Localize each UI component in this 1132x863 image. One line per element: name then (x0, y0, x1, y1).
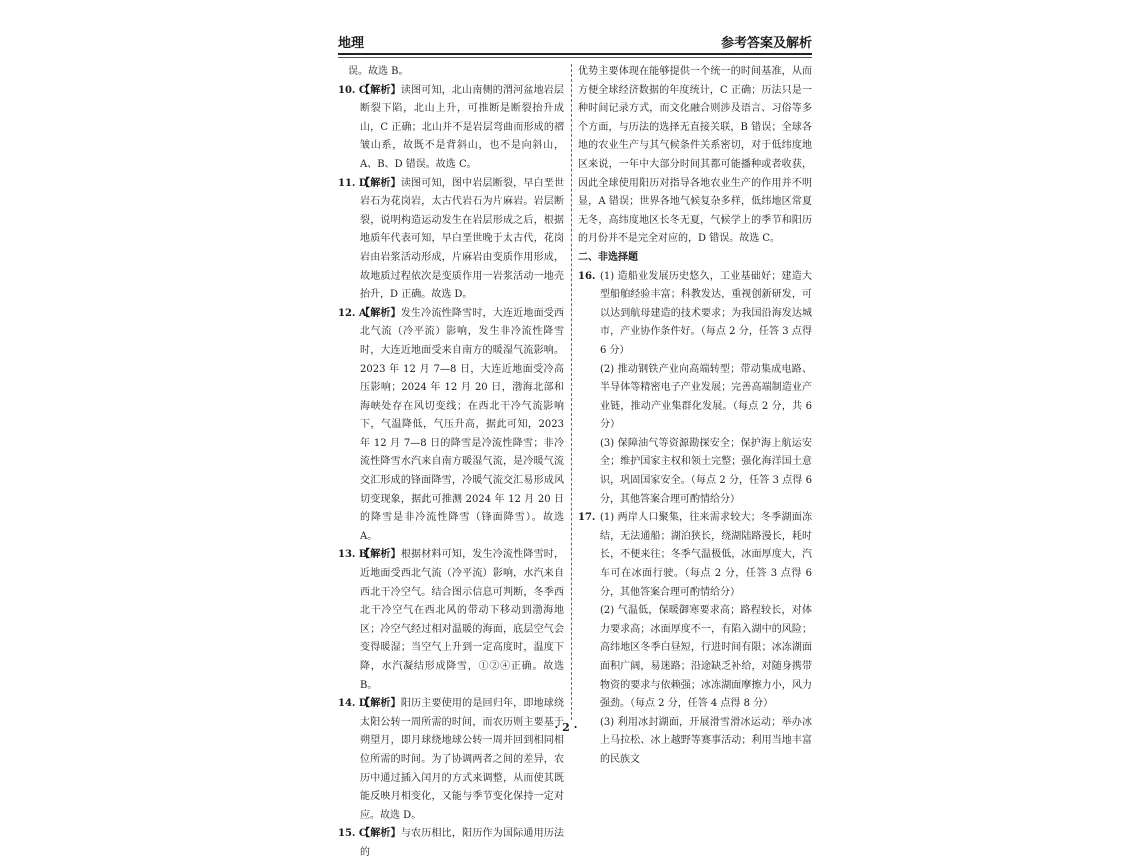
answer-item-11 (338, 175, 564, 305)
analysis-tag: 【解析】 (360, 698, 401, 710)
item-text: (1) 造船业发展历史悠久，工业基础好；建造大型船舶经验丰富；科教发达，重视创新研发，可以达到航母建造的技术要求；为我国沿海发达城市，产业协作条件好。（每点 2 分，任答 3 点得 6 分） (600, 270, 812, 356)
analysis-tag: 【解析】 (360, 307, 401, 319)
left-column (338, 63, 564, 863)
left-continuation: 误。故选 B。 (348, 66, 409, 77)
analysis-tag: 【解析】 (360, 549, 401, 561)
q16-part-2: (2) 推动钢铁产业向高端转型；带动集成电路、半导体等精密电子产业发展；完善高端制造业产业链，推动产业集群化发展。（每点 2 分，共 6 分） (600, 363, 812, 431)
page-number: · 2 · (554, 721, 578, 734)
item-text: 读图可知，图中岩层断裂，早白垩世岩石为花岗岩，太古代岩石为片麻岩。岩层断裂，说明构造运动发生在岩层形成之后，根据地质年代表可知，早白垩世晚于太古代，花岗岩由岩浆活动形成，片麻岩由变质作用形成，故地质过程依次是变质作用一岩浆活动一地壳抬升，D 正确。故选 D。 (360, 177, 565, 301)
analysis-tag: 【解析】 (360, 84, 401, 96)
answer-item-12 (338, 305, 564, 547)
section-title: 二、非选择题 (578, 251, 638, 263)
q17-part-1 (578, 509, 812, 602)
answer-item-15 (338, 825, 564, 862)
item-number: 10. C (338, 84, 367, 96)
item-number: 16. (578, 270, 596, 282)
item-text: 根据材料可知，发生冷流性降雪时，近地面受西北气流（冷平流）影响，水汽来自西北干冷空气。结合图示信息可判断，冬季西北干冷空气在西北风的带动下移动到渤海地区；冷空气经过相对温暖的海面，底层空气会变得暖湿；当空气上升到一定高度时，温度下降，水汽凝结形成降雪，①②④正确。故选 B。 (360, 549, 565, 691)
q16-part-1 (578, 268, 812, 361)
item-text: 与农历相比，阳历作为国际通用历法的 (360, 828, 565, 858)
q17-part-2: (2) 气温低，保暖御寒要求高；路程较长，对体力要求高；冰面厚度不一，有陷入湖中的风险；高纬地区冬季白昼短，行进时间有限；冰冻湖面面积广阔，易迷路；沿途缺乏补给，对随身携带物资的要求与依赖强；冰冻湖面摩擦力小，风力强劲。（每点 2 分，任答 4 点得 8 分） (600, 605, 812, 710)
answer-item-16 (578, 268, 812, 510)
item-text: (1) 两岸人口聚集，往来需求较大；冬季湖面冻结，无法通船；湖泊狭长，绕湖陆路漫长，耗时长，不便来往；冬季气温极低，冰面厚度大，汽车可在冰面行驶。（每点 2 分，任答 3 点得 6 分，其他答案合理可酌情给分） (600, 512, 812, 598)
item-number: 14. D (338, 698, 368, 710)
item-text: 读图可知，北山南侧的渭河盆地岩层断裂下陷，北山上升，可推断是断裂抬升成山，C 正确；北山并不是岩层弯曲而形成的褶皱山系，故既不是背斜山，也不是向斜山，A、B、D 错误。故选 C。 (360, 84, 565, 170)
subject-label: 地理 (338, 36, 365, 51)
analysis-tag: 【解析】 (360, 177, 401, 189)
header-title: 参考答案及解析 (720, 36, 812, 51)
analysis-tag: 【解析】 (360, 828, 401, 840)
answer-item-14 (338, 695, 564, 825)
header-rule-thick (338, 53, 812, 55)
column-divider (571, 64, 572, 720)
q16-part-3: (3) 保障油气等资源勘探安全；保护海上航运安全；维护国家主权和领土完整；强化海洋国土意识，巩固国家安全。（每点 2 分，任答 3 点得 6 分，其他答案合理可酌情给分） (600, 437, 812, 505)
right-column (578, 63, 812, 770)
item-number: 17. (578, 512, 596, 524)
item-number: 15. C (338, 828, 367, 840)
item-text: 发生冷流性降雪时，大连近地面受西北气流（冷平流）影响，发生非冷流性降雪时，大连近地面受来自南方的暖湿气流影响。2023 年 12 月 7—8 日，大连近地面受冷高压影响；2024 年 12 月 20 日，渤海北部和海峡处存在风切变线；在西北干冷气流影响下，气温降低，气压升高，据此可知，2023 年 12 月 7—8 日的降雪是冷流性降雪；非冷流性降雪水汽来自南方暖湿气流，是冷暖气流交汇形成的锋面降雪，冷暖气流交汇易形成风切变现象，据此可推测 2024 年 12 月 20 日的降雪是非冷流性降雪（锋面降雪）。故选 A。 (360, 307, 565, 542)
item-number: 11. D (338, 177, 368, 189)
header-rule-thin (338, 57, 812, 58)
q17-part-3: (3) 利用冰封湖面，开展滑雪滑冰运动；举办冰上马拉松、冰上越野等赛事活动；利用当地丰富的民族文 (600, 716, 812, 765)
answer-item-10 (338, 82, 564, 175)
answer-item-13 (338, 546, 564, 695)
item-number: 12. A (338, 307, 367, 319)
item-number: 13. B (338, 549, 368, 561)
item-text: 阳历主要使用的是回归年，即地球绕太阳公转一周所需的时间，而农历则主要基于朔望月，即月球绕地球公转一周并回到相同相位所需的时间。为了协调两者之间的差异，农历中通过插入闰月的方式来调整，从而使其既能反映月相变化，又能与季节变化保持一定对应。故选 D。 (360, 698, 565, 821)
right-continuation: 优势主要体现在能够提供一个统一的时间基准，从而方便全球经济数据的年度统计，C 正确；历法只是一种时间记录方式，而文化融合则涉及语言、习俗等多个方面，与历法的选择无直接关联，B 错误；全球各地的农业生产与其气候条件关系密切，对于低纬度地区来说，一年中大部分时间其都可能播种或者收获，因此全球使用阳历对指导各地农业生产的作用并不明显，A 错误；世界各地气候复杂多样，低纬地区常夏无冬，高纬度地区长冬无夏，气候学上的季节和阳历的月份并不是完全对应的，D 错误。故选 C。 (578, 66, 812, 245)
page-header (338, 32, 812, 54)
